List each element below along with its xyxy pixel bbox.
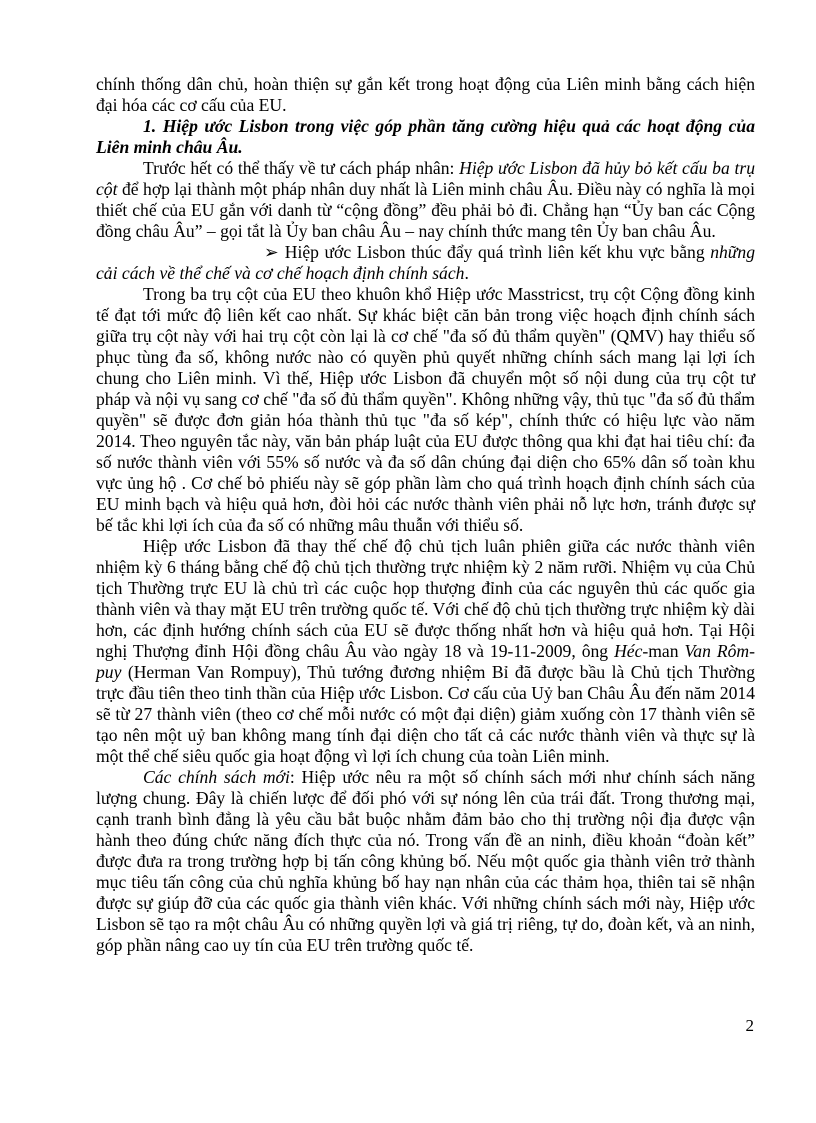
italic-text-run: Héc (614, 641, 643, 661)
italic-text-run: những cải cách về thể chế và cơ chế hoạch định chính sách (96, 242, 755, 283)
bullet-item-institutional-reform (96, 242, 755, 284)
text-run: -man (642, 641, 685, 661)
text-run: (Herman Van Rompuy), Thủ tướng đương nhiệm Bỉ đã được bầu là Chủ tịch Thường trực đầu tiên theo tinh thần của Hiệp ước Lisbon. Cơ cấu của Uỷ ban Châu Âu đến năm 2014 sẽ từ 27 thành viên (theo cơ chế mỗi nước có một đại diện) giảm xuống còn 17 thành viên sẽ tạo nên một uỷ ban không mang tính đại diện cho tất cả các nước thành viên và thực sự là một thể chế siêu quốc gia hoạt động vì lợi ích chung của toàn Liên minh. (96, 662, 755, 766)
paragraph-intro-continuation: chính thống dân chủ, hoàn thiện sự gắn kết trong hoạt động của Liên minh bằng cách hiện đại hóa các cơ cấu của EU. (96, 74, 755, 115)
paragraph-legal-personality (96, 158, 755, 242)
text-run: Trước hết có thể thấy về tư cách pháp nhân: (143, 158, 460, 178)
text-run: Hiệp ước Lisbon thúc đẩy quá trình liên kết khu vực bằng (284, 242, 711, 262)
text-run: để hợp lại thành một pháp nhân duy nhất là Liên minh châu Âu. Điều này có nghĩa là mọi thiết chế của EU gắn với danh từ “cộng đồng” đều phải bỏ đi. Chẳng hạn “Ủy ban các Cộng đồng châu Âu” – gọi tắt là Ủy ban châu Âu – nay chính thức mang tên Ủy ban châu Âu. (96, 179, 755, 241)
italic-text-run: Hiệp ước Lisbon đã hủy bỏ kết cấu ba trụ cột (96, 158, 756, 199)
text-run: . (464, 263, 469, 283)
page-number: 2 (745, 1016, 754, 1035)
section-heading: 1. Hiệp ước Lisbon trong việc góp phần tăng cường hiệu quả các hoạt động của Liên minh châu Âu. (96, 116, 755, 157)
text-run: : Hiệp ước nêu ra một số chính sách mới như chính sách năng lượng chung. Đây là chiến lược để đối phó với sự nóng lên của trái đất. Trong thương mại, cạnh tranh bình đẳng là yêu cầu bắt buộc nhằm đảm bảo cho thị trường nội địa được vận hành theo đúng chức năng đích thực của nó. Trong vấn đề an ninh, điều khoản “đoàn kết” được đưa ra trong trường hợp bị tấn công khủng bố. Nếu một quốc gia thành viên trở thành mục tiêu tấn công của chủ nghĩa khủng bố hay nạn nhân của các thảm họa, thiên tai sẽ nhận được sự giúp đỡ của các quốc gia thành viên khác. Với những chính sách mới này, Hiệp ước Lisbon sẽ tạo ra một châu Âu có những quyền lợi và giá trị riêng, tự do, đoàn kết, và an ninh, góp phần nâng cao uy tín của EU trên trường quốc tế. (96, 767, 756, 955)
text-run: Hiệp ước Lisbon đã thay thế chế độ chủ tịch luân phiên giữa các nước thành viên nhiệm kỳ 6 tháng bằng chế độ chủ tịch thường trực nhiệm kỳ 2 năm rưỡi. Nhiệm vụ của Chủ tịch Thường trực EU là chủ trì các cuộc họp thượng đỉnh của các nguyên thủ các quốc gia thành viên và thay mặt EU trên trường quốc tế. Với chế độ chủ tịch thường trực nhiệm kỳ dài hơn, các định hướng chính sách của EU sẽ được thống nhất hơn và hiệu quả hơn. Tại Hội nghị Thượng đỉnh Hội đồng châu Âu vào ngày 18 và 19-11-2009, ông (96, 536, 755, 661)
paragraph-qmv: Trong ba trụ cột của EU theo khuôn khổ Hiệp ước Masstricst, trụ cột Cộng đồng kinh tế đạt tới mức độ liên kết cao nhất. Sự khác biệt căn bản trong việc hoạch định chính sách giữa trụ cột này với hai trụ cột còn lại là cơ chế "đa số đủ thẩm quyền" (QMV) hay thiểu số phục tùng đa số, không nước nào có quyền phủ quyết những chính sách mang lại lợi ích chung cho Liên minh. Vì thế, Hiệp ước Lisbon đã chuyển một số nội dung của trụ cột tư pháp và nội vụ sang cơ chế "đa số đủ thẩm quyền". Không những vậy, thủ tục "đa số đủ thẩm quyền" sẽ được đơn giản hóa thành thủ tục "đa số kép", chính thức có hiệu lực vào năm 2014. Theo nguyên tắc này, văn bản pháp luật của EU được thông qua khi đạt hai tiêu chí: đa số nước thành viên với 55% số nước và đa số dân chúng đại diện cho 65% dân số toàn khu vực ủng hộ . Cơ chế bỏ phiếu này sẽ góp phần làm cho quá trình hoạch định chính sách của EU minh bạch và hiệu quả hơn, đòi hỏi các nước thành viên phải nỗ lực hơn, tránh được sự bế tắc khi lợi ích của đa số có những mâu thuẫn với thiểu số. (96, 284, 755, 535)
paragraph-presidency (96, 536, 755, 767)
paragraph-new-policies (96, 767, 755, 956)
arrow-bullet-icon: ➢ (264, 242, 279, 262)
italic-text-run: Các chính sách mới (143, 767, 290, 787)
italic-text-run: Van Rôm-puy (96, 641, 755, 682)
document-page (96, 74, 755, 956)
